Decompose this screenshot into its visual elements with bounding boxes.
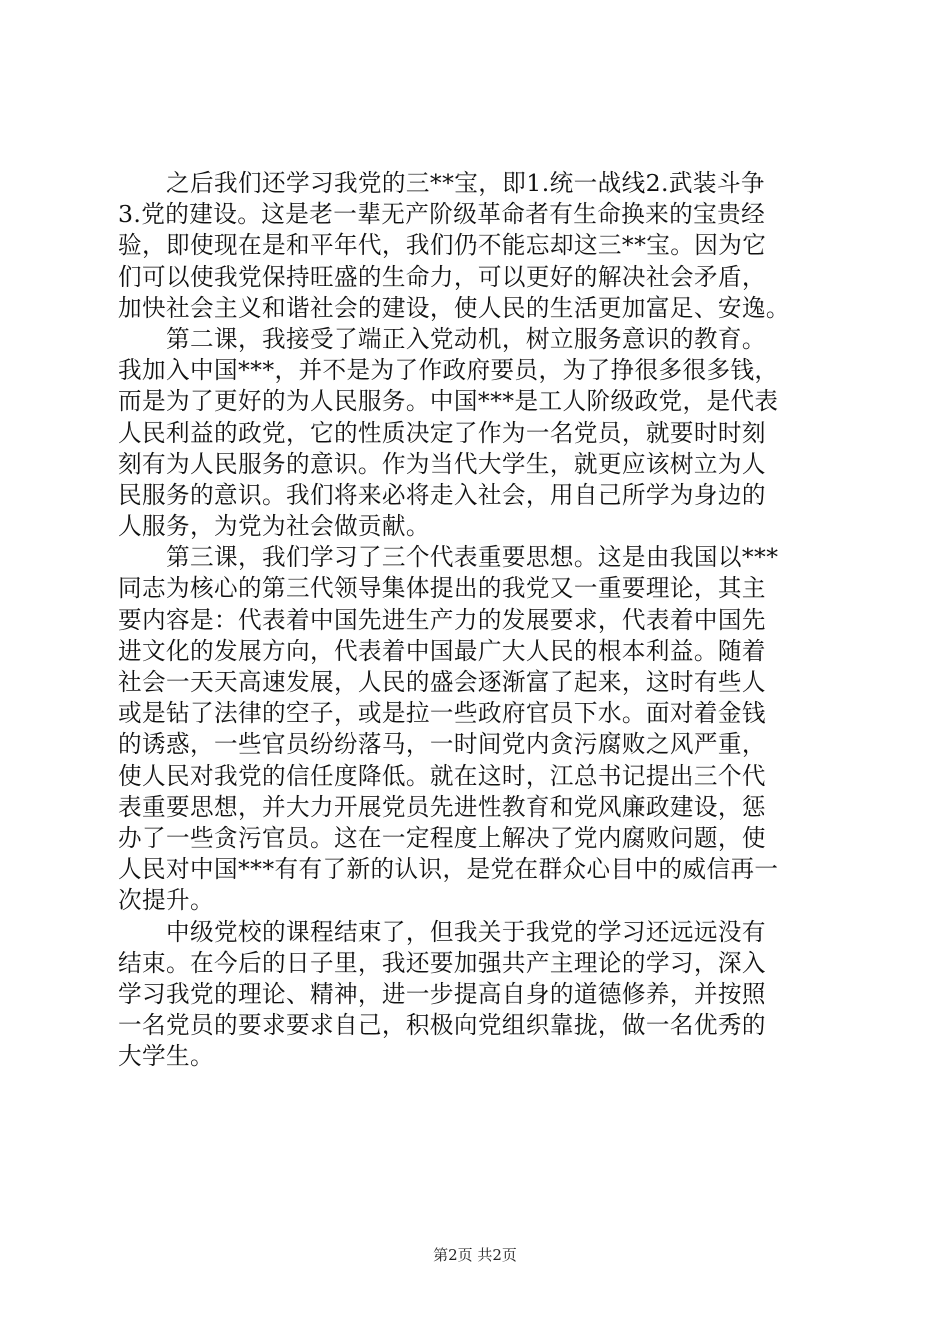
- paragraph-line: 第三课，我们学习了三个代表重要思想。这是由我国以***: [118, 543, 779, 572]
- paragraph-line: 人服务，为党为社会做贡献。: [118, 512, 430, 541]
- paragraph-line: 学习我党的理论、精神，进一步提高自身的道德修养，并按照: [118, 979, 766, 1008]
- paragraph-line: 表重要思想，并大力开展党员先进性教育和党风廉政建设，惩: [118, 792, 766, 821]
- paragraph-line: 社会一天天高速发展，人民的盛会逐渐富了起来，这时有些人: [118, 668, 766, 696]
- paragraph-line: 3.党的建设。这是老一辈无产阶级革命者有生命换来的宝贵经: [118, 200, 766, 229]
- paragraph-line: 或是钻了法律的空子，或是拉一些政府官员下水。面对着金钱: [118, 699, 766, 728]
- paragraph-line: 一名党员的要求要求自己，积极向党组织靠拢，做一名优秀的: [118, 1011, 766, 1040]
- paragraph-line: 们可以使我党保持旺盛的生命力，可以更好的解决社会矛盾，: [118, 262, 766, 291]
- paragraph-line: 结束。在今后的日子里，我还要加强共产主理论的学习，深入: [118, 948, 766, 977]
- paragraph-line: 同志为核心的第三代领导集体提出的我党又一重要理论，其主: [118, 574, 766, 603]
- paragraph-line: 人民对中国***有有了新的认识，是党在群众心目中的威信再一: [118, 855, 779, 884]
- paragraph-line: 办了一些贪污官员。这在一定程度上解决了党内腐败问题，使: [118, 823, 766, 852]
- paragraph-line: 验，即使现在是和平年代，我们仍不能忘却这三**宝。因为它: [118, 231, 767, 260]
- paragraph-line: 进文化的发展方向，代表着中国最广大人民的根本利益。随着: [118, 636, 766, 665]
- paragraph-line: 使人民对我党的信任度降低。就在这时，江总书记提出三个代: [118, 761, 766, 790]
- paragraph-line: 我加入中国***，并不是为了作政府要员，为了挣很多很多钱，: [118, 356, 779, 385]
- paragraph-line: 而是为了更好的为人民服务。中国***是工人阶级政党，是代表: [118, 387, 779, 416]
- paragraph-line: 要内容是：代表着中国先进生产力的发展要求，代表着中国先: [118, 605, 766, 634]
- paragraph-line: 人民利益的政党，它的性质决定了作为一名党员，就要时时刻: [118, 418, 766, 447]
- paragraph-line: 刻有为人民服务的意识。作为当代大学生，就更应该树立为人: [118, 449, 766, 478]
- paragraph-line: 加快社会主义和谐社会的建设，使人民的生活更加富足、安逸。: [118, 293, 790, 322]
- paragraph-line: 之后我们还学习我党的三**宝，即1.统一战线2.武装斗争: [118, 169, 765, 197]
- paragraph-line: 次提升。: [118, 886, 214, 915]
- paragraph-line: 中级党校的课程结束了，但我关于我党的学习还远远没有: [118, 917, 766, 946]
- page-number-footer: 第2页 共2页: [433, 1246, 517, 1264]
- document-body: [118, 168, 838, 1072]
- paragraph-line: 的诱惑，一些官员纷纷落马，一时间党内贪污腐败之风严重，: [118, 730, 766, 759]
- paragraph-line: 大学生。: [118, 1042, 214, 1071]
- paragraph-line: 民服务的意识。我们将来必将走入社会，用自己所学为身边的: [118, 480, 766, 509]
- paragraph-line: 第二课，我接受了端正入党动机，树立服务意识的教育。: [118, 324, 766, 353]
